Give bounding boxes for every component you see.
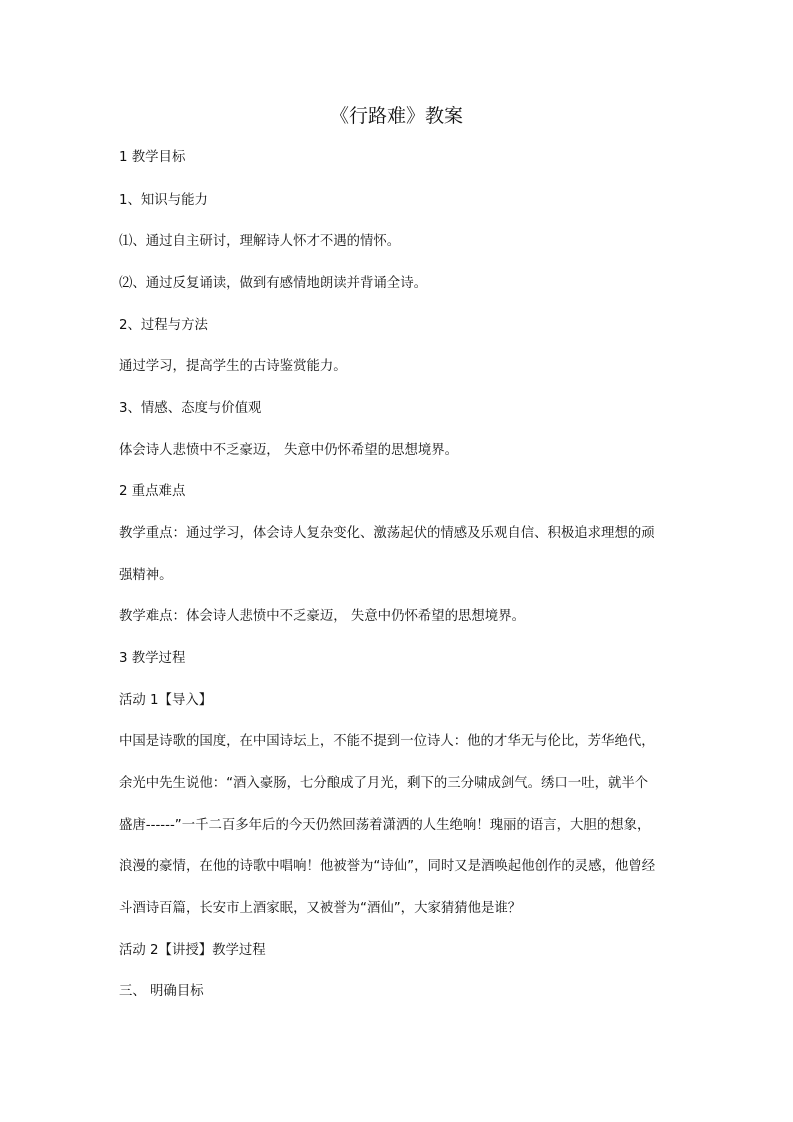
subheading-knowledge-ability: 1、知识与能力 (119, 193, 208, 208)
section-heading-key-points: 2 重点难点 (119, 484, 186, 499)
document-title: 《行路难》教案 (329, 105, 463, 127)
intro-paragraph-line-3: 盛唐------”一千二百多年后的今天仍然回荡着潇洒的人生绝响！瑰丽的语言，大胆的想象， (119, 818, 651, 833)
objective-item-2: ⑵、通过反复诵读，做到有感情地朗读并背诵全诗。 (119, 276, 427, 291)
section-heading-teaching-process: 3 教学过程 (119, 651, 186, 666)
subheading-emotion-attitude: 3、情感、态度与价值观 (119, 401, 262, 416)
activity-2-heading: 活动 2【讲授】教学过程 (119, 943, 266, 958)
section-heading-objectives: 1 教学目标 (119, 150, 186, 165)
paragraph-key-point-line-1: 教学重点：通过学习，体会诗人复杂变化、激荡起伏的情感及乐观自信、积极追求理想的顽 (119, 526, 655, 541)
activity-1-heading: 活动 1【导入】 (119, 693, 213, 708)
subheading-process-method: 2、过程与方法 (119, 318, 208, 333)
paragraph-key-point-line-2: 强精神。 (119, 568, 173, 583)
subsection-clarify-goals: 三、 明确目标 (119, 984, 204, 999)
intro-paragraph-line-4: 浪漫的豪情，在他的诗歌中唱响！他被誉为“诗仙”，同时又是酒唤起他创作的灵感，他曾经 (119, 859, 656, 874)
intro-paragraph-line-1: 中国是诗歌的国度，在中国诗坛上，不能不提到一位诗人：他的才华无与伦比，芳华绝代， (119, 734, 655, 749)
paragraph-emotion-attitude: 体会诗人悲愤中不乏豪迈， 失意中仍怀希望的思想境界。 (119, 443, 459, 458)
objective-item-1: ⑴、通过自主研讨，理解诗人怀才不遇的情怀。 (119, 234, 401, 249)
paragraph-difficult-point: 教学难点：体会诗人悲愤中不乏豪迈， 失意中仍怀希望的思想境界。 (119, 609, 525, 624)
intro-paragraph-line-2: 余光中先生说他：“酒入豪肠，七分酿成了月光，剩下的三分啸成剑气。绣口一吐，就半个 (119, 776, 649, 791)
paragraph-process-method: 通过学习，提高学生的古诗鉴赏能力。 (119, 359, 347, 374)
intro-paragraph-line-5: 斗酒诗百篇，长安市上酒家眠，又被誉为“酒仙”，大家猜猜他是谁？ (119, 901, 522, 916)
